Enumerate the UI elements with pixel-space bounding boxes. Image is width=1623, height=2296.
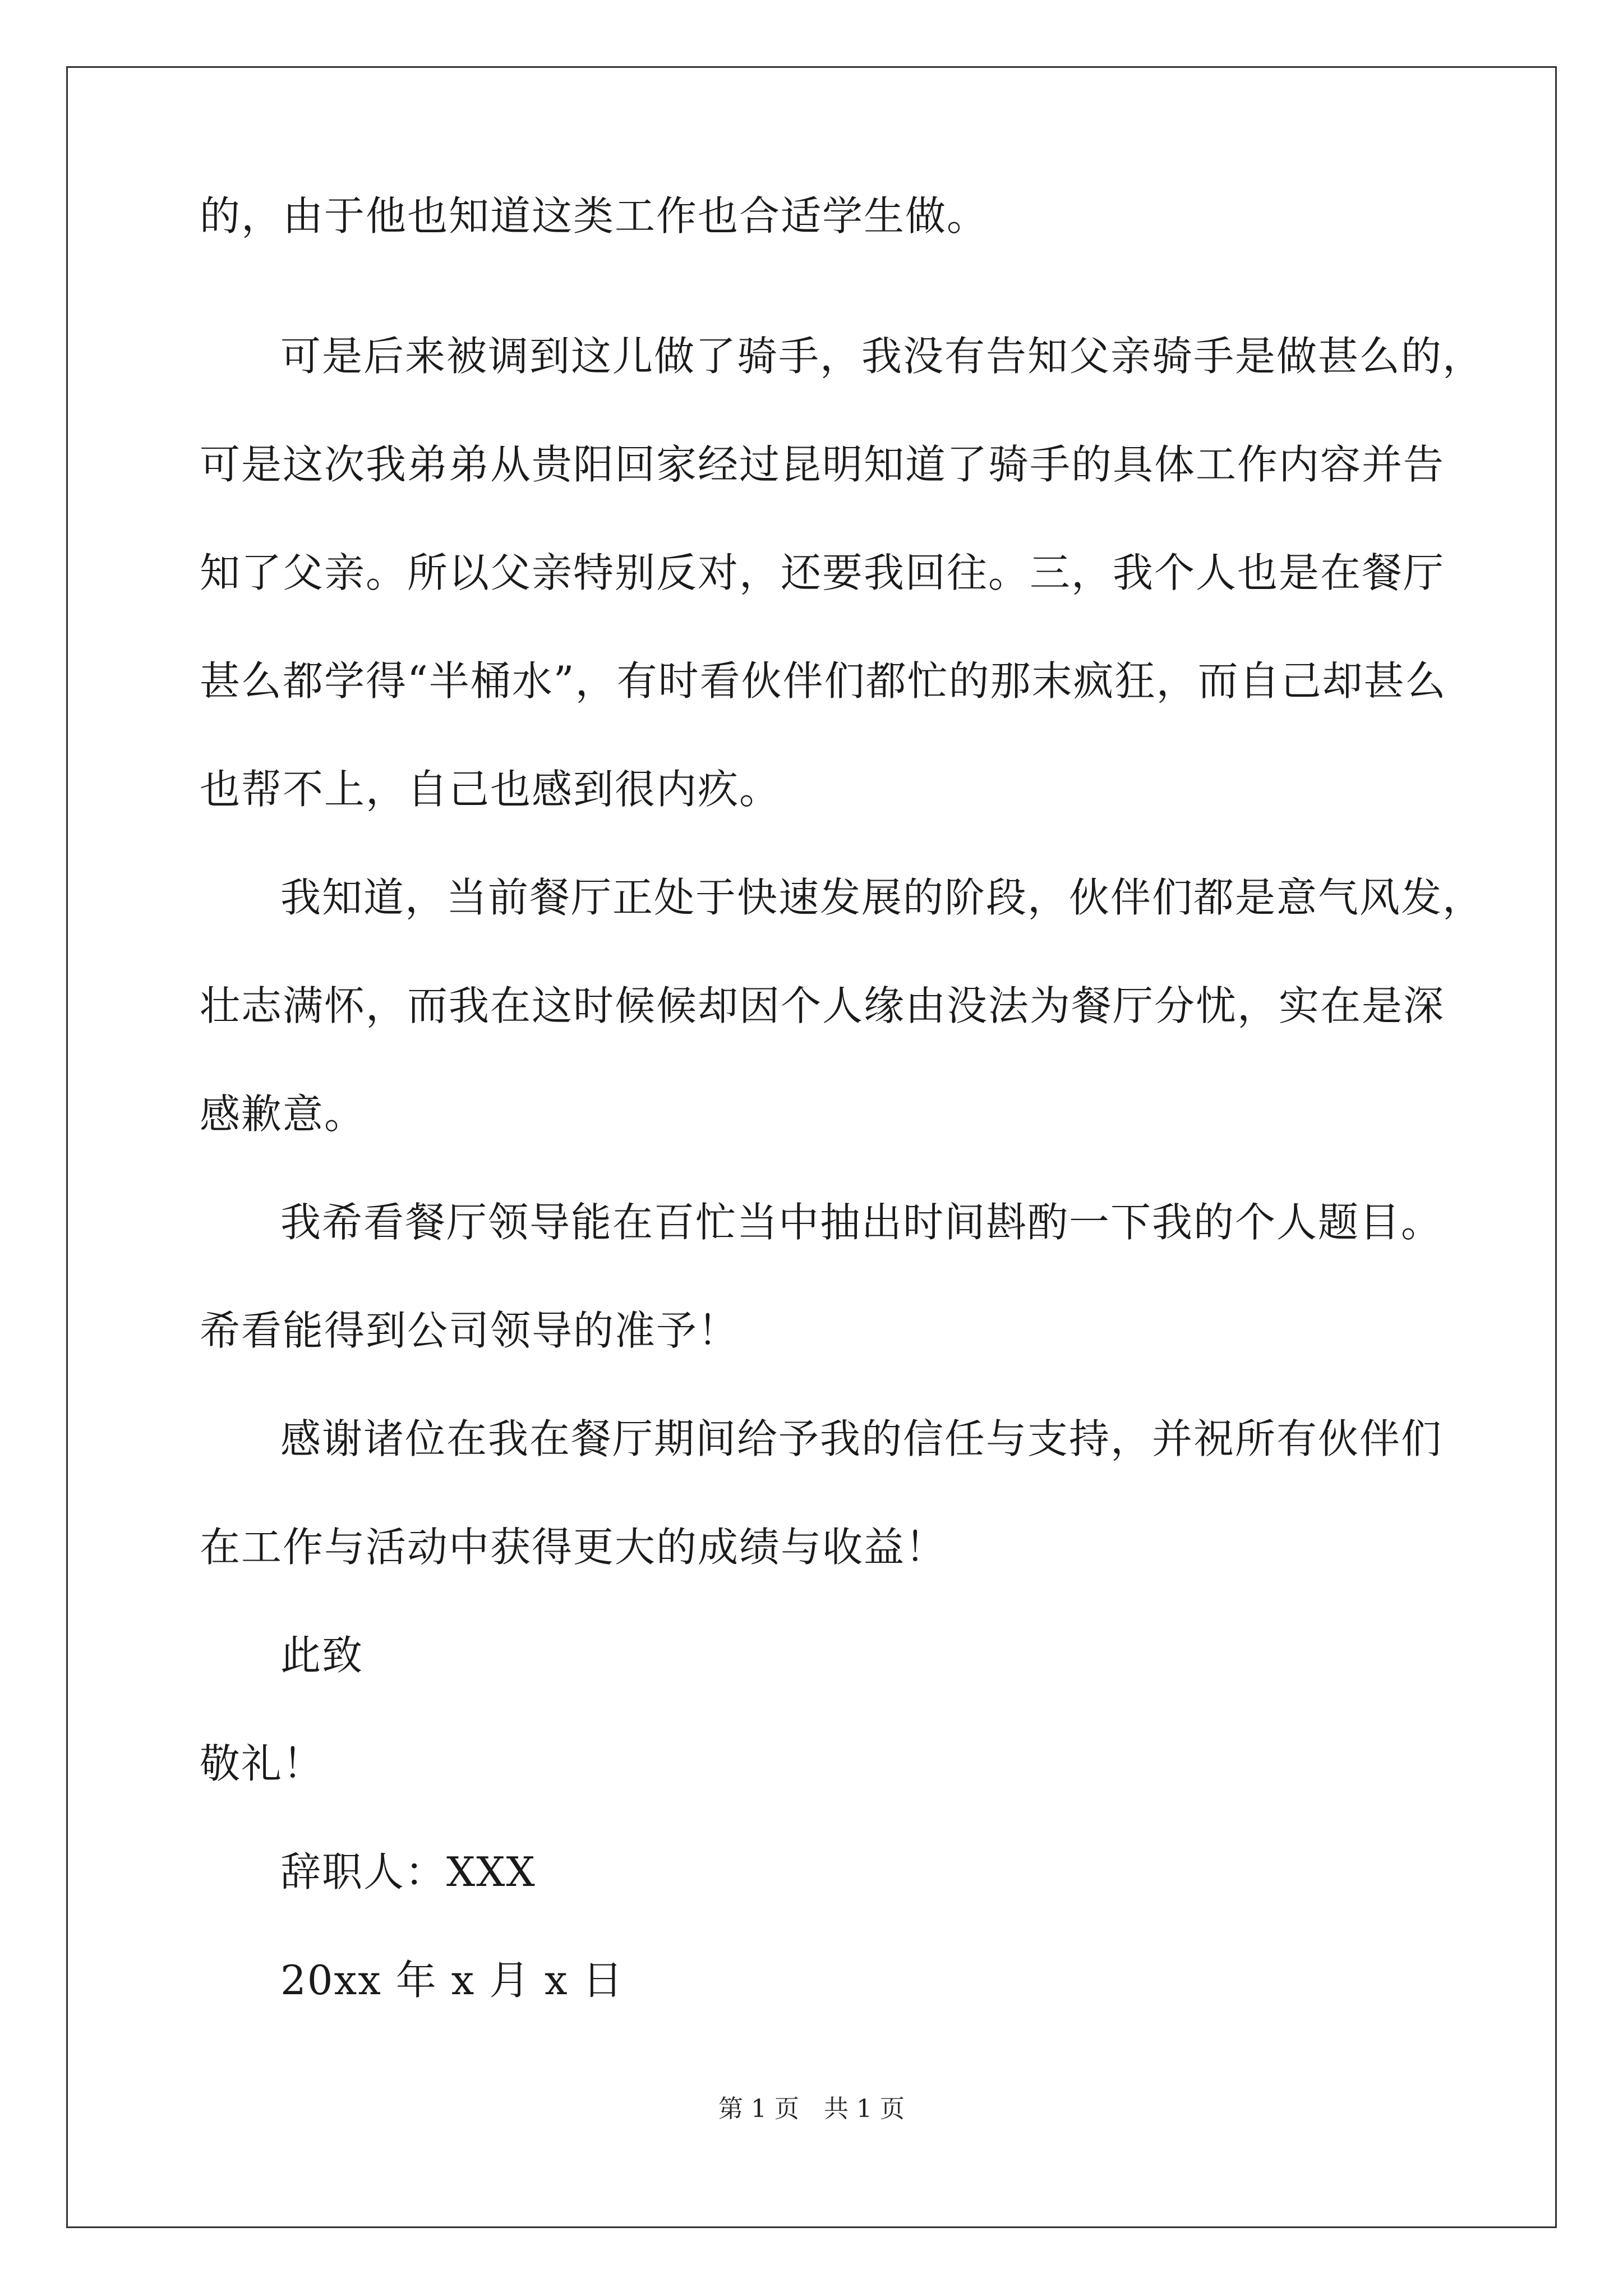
closing-line: 此致 (280, 1632, 364, 1679)
signature-line: 辞职人：XXX (280, 1848, 536, 1895)
text-line: 壮志满怀，而我在这时候候却因个人缘由没法为餐厅分忧，实在是深 (200, 982, 1445, 1029)
page-number: 第 1 页 共 1 页 (718, 2095, 905, 2123)
salutation-line: 敬礼！ (200, 1740, 325, 1787)
text-line: 感谢诸位在我在餐厅期间给予我的信任与支持，并祝所有伙伴们 (280, 1415, 1443, 1462)
text-line: 可是后来被调到这儿做了骑手，我没有告知父亲骑手是做甚么的， (280, 333, 1484, 380)
text-line: 在工作与活动中获得更大的成绩与收益！ (200, 1524, 947, 1571)
text-line: 我知道，当前餐厅正处于快速发展的阶段，伙伴们都是意气风发， (280, 874, 1484, 921)
text-line: 希看能得到公司领导的准予！ (200, 1307, 740, 1354)
text-line: 的，由于他也知道这类工作也合适学生做。 (200, 192, 989, 240)
text-line: 知了父亲。所以父亲特别反对，还要我回往。三，我个人也是在餐厅 (200, 549, 1445, 596)
text-line: 可是这次我弟弟从贵阳回家经过昆明知道了骑手的具体工作内容并告 (200, 441, 1445, 488)
page-border (66, 66, 1557, 2228)
text-line: 感歉意。 (200, 1091, 366, 1138)
text-line: 也帮不上，自己也感到很内疚。 (200, 766, 781, 813)
text-line: 甚么都学得“半桶水”，有时看伙伴们都忙的那末疯狂，而自己却甚么 (200, 657, 1447, 705)
date-line: 20xx 年 x 月 x 日 (280, 1957, 624, 2004)
text-line: 我希看餐厅领导能在百忙当中抽出时间斟酌一下我的个人题目。 (280, 1199, 1443, 1246)
